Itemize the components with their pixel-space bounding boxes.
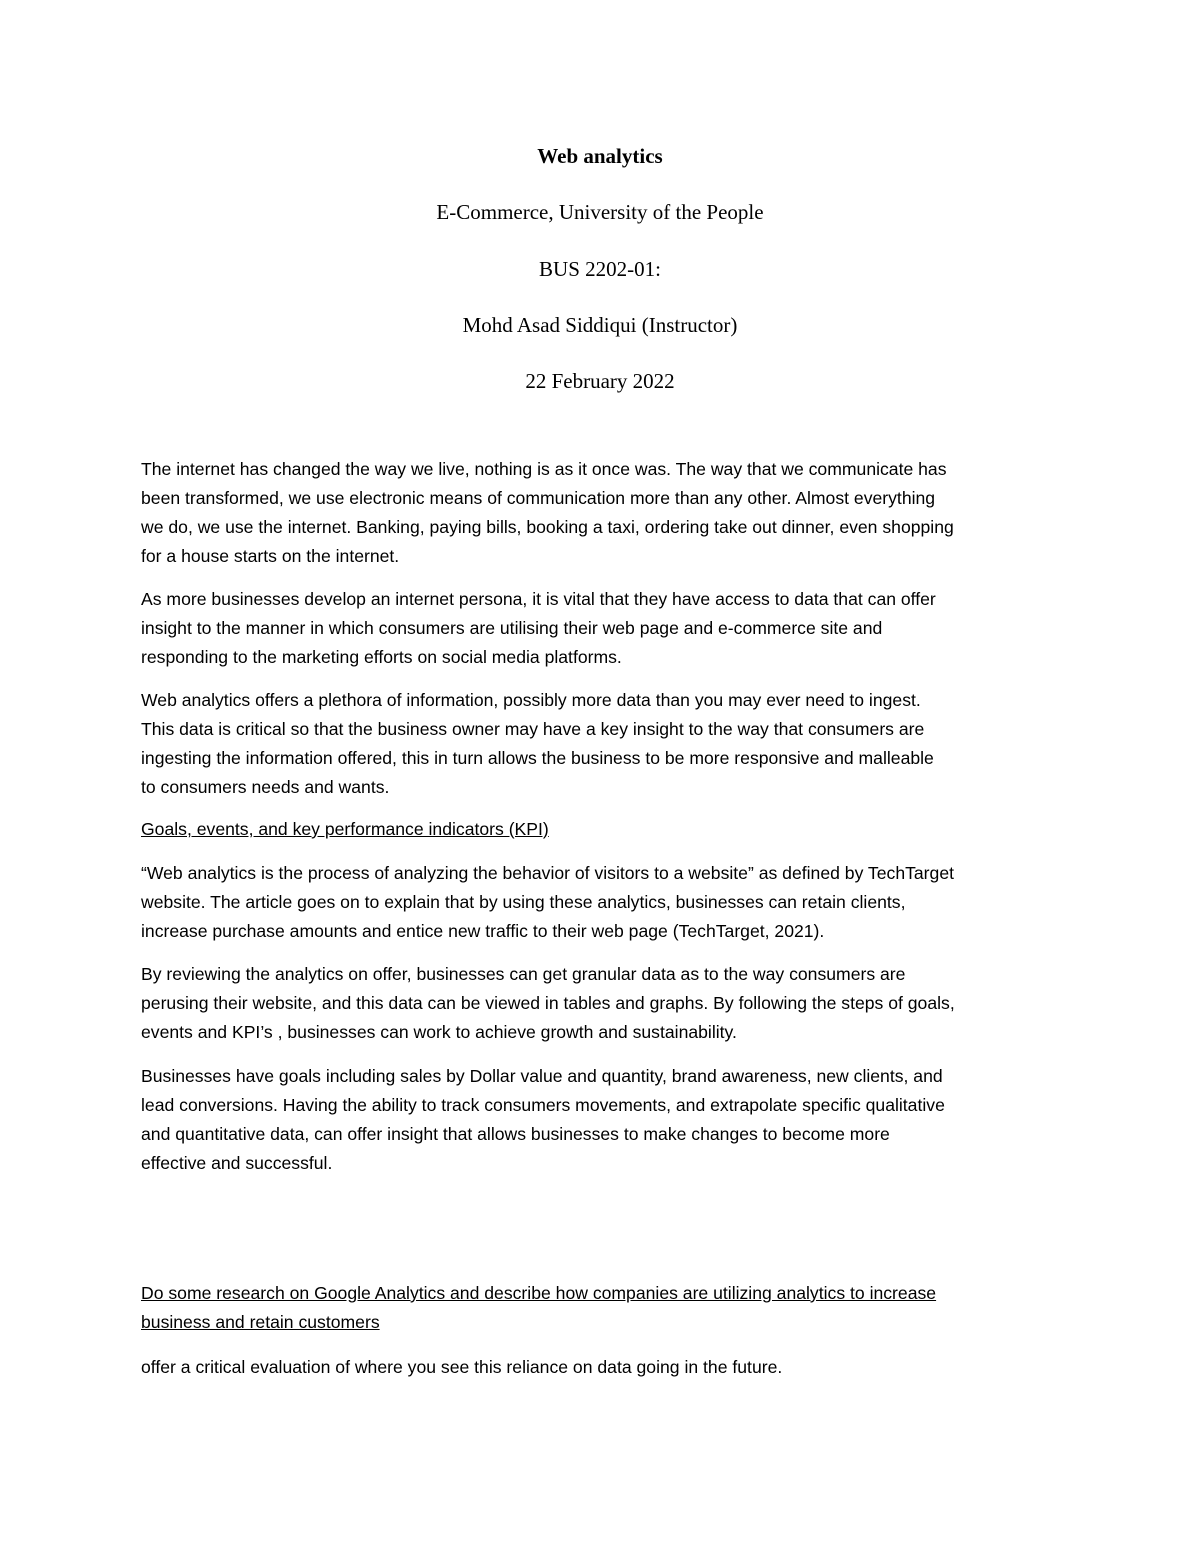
text-line: for a house starts on the internet. bbox=[141, 546, 400, 566]
text-line: effective and successful. bbox=[141, 1153, 333, 1173]
text-line: we do, we use the internet. Banking, paying bills, booking a taxi, ordering take out dinner, even shopping bbox=[141, 517, 954, 537]
text-line: events and KPI’s , businesses can work to achieve growth and sustainability. bbox=[141, 1022, 737, 1042]
section-heading-kpi bbox=[141, 815, 1066, 844]
paragraph-intro bbox=[141, 455, 1066, 571]
paragraph-definition bbox=[141, 859, 1066, 946]
text-line: lead conversions. Having the ability to track consumers movements, and extrapolate specific qualitative bbox=[141, 1095, 945, 1115]
document-date: 22 February 2022 bbox=[525, 369, 675, 393]
text-line: “Web analytics is the process of analyzing the behavior of visitors to a website” as defined by TechTarget bbox=[141, 863, 954, 883]
text-line: been transformed, we use electronic means of communication more than any other. Almost everything bbox=[141, 488, 936, 508]
text-line: and quantitative data, can offer insight that allows businesses to make changes to become more bbox=[141, 1124, 890, 1144]
text-line: The internet has changed the way we live, nothing is as it once was. The way that we communicate has bbox=[141, 459, 947, 479]
text-line: website. The article goes on to explain that by using these analytics, businesses can retain clients, bbox=[141, 892, 906, 912]
text-line: increase purchase amounts and entice new traffic to their web page (TechTarget, 2021). bbox=[141, 921, 825, 941]
text-line: ingesting the information offered, this in turn allows the business to be more responsive and malleable bbox=[141, 748, 934, 768]
text-line: insight to the manner in which consumers are utilising their web page and e-commerce site and bbox=[141, 618, 883, 638]
paragraph-reviewing bbox=[141, 960, 1066, 1047]
text-line: to consumers needs and wants. bbox=[141, 777, 390, 797]
text-line: offer a critical evaluation of where you see this reliance on data going in the future. bbox=[141, 1357, 783, 1377]
paragraph-goals bbox=[141, 1062, 1066, 1178]
text-line: Businesses have goals including sales by Dollar value and quantity, brand awareness, new clients, and bbox=[141, 1066, 943, 1086]
document-title: Web analytics bbox=[537, 144, 663, 168]
paragraph-evaluation bbox=[141, 1353, 1066, 1382]
paragraph-web-analytics bbox=[141, 686, 1066, 802]
paragraph-persona bbox=[141, 585, 1066, 672]
course-name: E-Commerce, University of the People bbox=[436, 200, 764, 224]
text-line: responding to the marketing efforts on social media platforms. bbox=[141, 647, 622, 667]
instructor-name: Mohd Asad Siddiqui (Instructor) bbox=[462, 313, 738, 337]
course-code: BUS 2202-01: bbox=[539, 257, 661, 281]
text-line: As more businesses develop an internet persona, it is vital that they have access to data that can offer bbox=[141, 589, 936, 609]
assignment-prompt bbox=[141, 1279, 1066, 1337]
text-line: perusing their website, and this data can be viewed in tables and graphs. By following the steps of goals, bbox=[141, 993, 955, 1013]
prompt-line: Do some research on Google Analytics and describe how companies are utilizing analytics to increase bbox=[141, 1283, 937, 1303]
prompt-line: business and retain customers bbox=[141, 1312, 380, 1332]
text-line: By reviewing the analytics on offer, businesses can get granular data as to the way consumers are bbox=[141, 964, 906, 984]
section-heading: Goals, events, and key performance indicators (KPI) bbox=[141, 819, 549, 839]
text-line: Web analytics offers a plethora of information, possibly more data than you may ever need to ingest. bbox=[141, 690, 921, 710]
text-line: This data is critical so that the business owner may have a key insight to the way that consumers are bbox=[141, 719, 925, 739]
